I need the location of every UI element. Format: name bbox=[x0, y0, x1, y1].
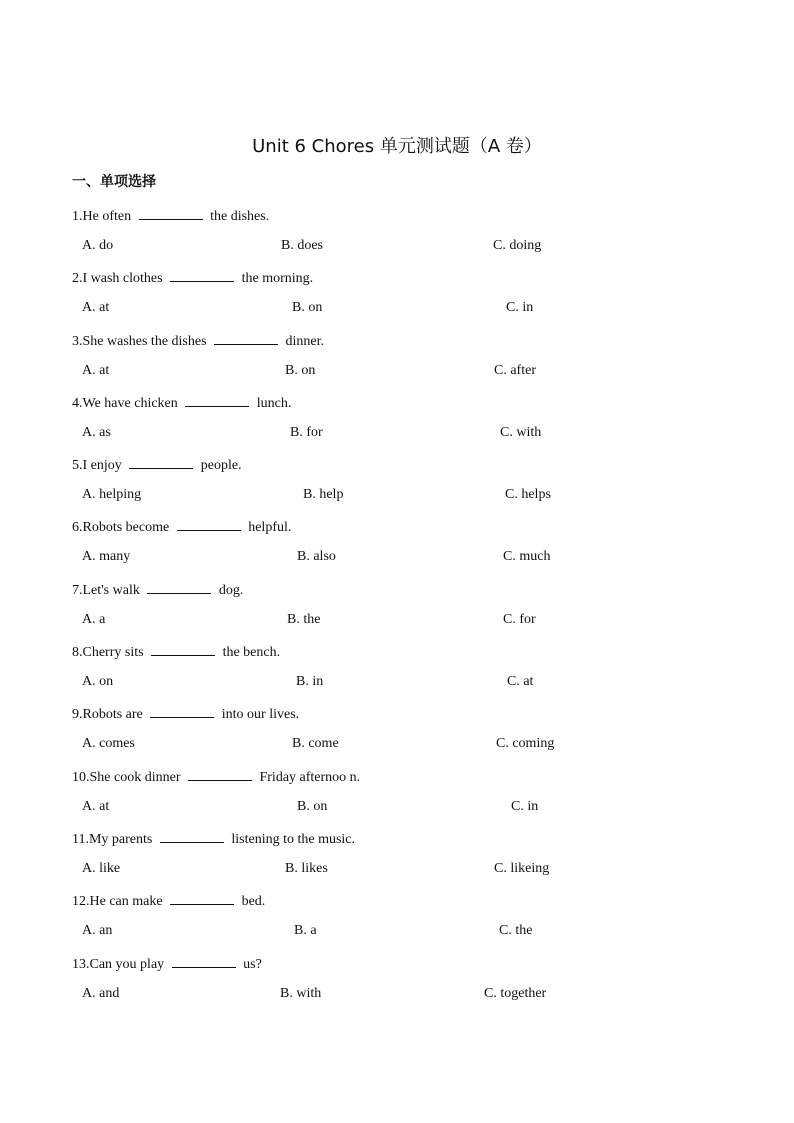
option-a: A. at bbox=[82, 798, 110, 814]
question-item bbox=[0, 828, 794, 890]
question-text-after: lunch. bbox=[253, 395, 292, 411]
option-c: C. doing bbox=[493, 238, 542, 253]
option-a: A. at bbox=[82, 362, 110, 378]
question-stem bbox=[72, 890, 265, 912]
option-b: B. on bbox=[297, 798, 328, 814]
option-a: A. like bbox=[82, 860, 121, 876]
option-b: B. for bbox=[290, 424, 323, 440]
option-a: A. many bbox=[82, 549, 131, 565]
question-stem bbox=[72, 828, 355, 850]
question-text-before: 8.Cherry sits bbox=[72, 645, 148, 661]
question-list bbox=[0, 205, 794, 1015]
question-text-after: dinner. bbox=[282, 333, 325, 349]
question-item bbox=[0, 953, 794, 1015]
question-stem bbox=[72, 330, 324, 352]
question-text-after: Friday afternoo n. bbox=[255, 769, 361, 785]
answer-blank bbox=[172, 953, 236, 968]
question-text-after: people. bbox=[197, 458, 242, 474]
answer-blank bbox=[188, 766, 252, 781]
question-item bbox=[0, 641, 794, 703]
question-text-before: 12.He can make bbox=[72, 894, 167, 910]
option-c: C. coming bbox=[496, 736, 555, 752]
option-a: A. at bbox=[82, 300, 110, 316]
option-b: B. on bbox=[285, 362, 316, 378]
answer-blank bbox=[147, 579, 211, 594]
question-item bbox=[0, 205, 794, 267]
question-text-before: 6.Robots become bbox=[72, 520, 173, 536]
question-item bbox=[0, 579, 794, 641]
option-b: B. likes bbox=[285, 860, 328, 876]
option-b: B. with bbox=[280, 985, 322, 1001]
question-stem bbox=[72, 641, 280, 663]
question-text-before: 5.I enjoy bbox=[72, 458, 126, 474]
option-c: C. together bbox=[484, 985, 547, 1001]
option-a: A. an bbox=[82, 923, 113, 939]
option-a: A. helping bbox=[82, 487, 142, 503]
option-c: C. for bbox=[503, 611, 536, 627]
question-text-after: bed. bbox=[238, 894, 266, 910]
option-a: A. a bbox=[82, 611, 106, 627]
question-stem bbox=[72, 516, 291, 538]
option-c: C. much bbox=[503, 549, 551, 565]
question-item bbox=[0, 267, 794, 329]
answer-blank bbox=[160, 828, 224, 843]
question-text-before: 2.I wash clothes bbox=[72, 271, 167, 287]
answer-blank bbox=[177, 516, 241, 531]
question-item bbox=[0, 890, 794, 952]
question-text-after: helpful. bbox=[244, 520, 292, 536]
question-item bbox=[0, 392, 794, 454]
question-text-after: the dishes. bbox=[206, 209, 270, 224]
answer-blank bbox=[150, 703, 214, 718]
option-b: B. in bbox=[296, 674, 324, 690]
option-c: C. the bbox=[499, 923, 533, 939]
option-b: B. the bbox=[287, 611, 321, 627]
answer-blank bbox=[129, 454, 193, 469]
section-heading: 一、单项选择 bbox=[72, 174, 156, 190]
option-b: B. does bbox=[281, 238, 323, 253]
question-text-before: 7.Let's walk bbox=[72, 582, 144, 598]
option-c: C. in bbox=[506, 300, 534, 316]
question-stem bbox=[72, 392, 291, 414]
question-item bbox=[0, 330, 794, 392]
option-c: C. at bbox=[507, 674, 534, 690]
question-stem bbox=[72, 267, 313, 289]
question-stem bbox=[72, 953, 262, 975]
answer-blank bbox=[151, 641, 215, 656]
question-text-after: into our lives. bbox=[218, 707, 300, 723]
answer-blank bbox=[185, 392, 249, 407]
page-title: Unit 6 Chores 单元测试题（A 卷） bbox=[252, 136, 542, 157]
question-item bbox=[0, 766, 794, 828]
question-item bbox=[0, 454, 794, 516]
question-stem bbox=[72, 205, 269, 227]
question-item bbox=[0, 703, 794, 765]
option-c: C. in bbox=[511, 798, 539, 814]
option-a: A. do bbox=[82, 238, 114, 253]
option-c: C. helps bbox=[505, 487, 551, 503]
question-text-after: the bench. bbox=[219, 645, 281, 661]
question-item bbox=[0, 516, 794, 578]
question-text-after: us? bbox=[239, 956, 262, 972]
option-b: B. help bbox=[303, 487, 344, 503]
option-a: A. on bbox=[82, 674, 114, 690]
answer-blank bbox=[170, 890, 234, 905]
option-a: A. and bbox=[82, 985, 120, 1001]
answer-blank bbox=[139, 205, 203, 220]
question-text-after: dog. bbox=[215, 582, 244, 598]
question-stem bbox=[72, 766, 360, 788]
option-c: C. after bbox=[494, 362, 536, 378]
question-text-before: 10.She cook dinner bbox=[72, 769, 184, 785]
question-text-before: 11.My parents bbox=[72, 831, 156, 847]
option-c: C. likeing bbox=[494, 860, 550, 876]
question-text-before: 13.Can you play bbox=[72, 956, 168, 972]
question-text-before: 4.We have chicken bbox=[72, 395, 182, 411]
option-b: B. a bbox=[294, 923, 317, 939]
option-b: B. on bbox=[292, 300, 323, 316]
answer-blank bbox=[170, 267, 234, 282]
option-a: A. as bbox=[82, 424, 111, 440]
answer-blank bbox=[214, 330, 278, 345]
question-stem bbox=[72, 579, 243, 601]
question-text-before: 1.He often bbox=[72, 209, 135, 224]
option-b: B. also bbox=[297, 549, 336, 565]
question-text-after: listening to the music. bbox=[227, 831, 356, 847]
option-c: C. with bbox=[500, 424, 542, 440]
question-stem bbox=[72, 703, 299, 725]
question-text-before: 9.Robots are bbox=[72, 707, 147, 723]
question-text-before: 3.She washes the dishes bbox=[72, 333, 211, 349]
option-a: A. comes bbox=[82, 736, 135, 752]
question-stem bbox=[72, 454, 242, 476]
option-b: B. come bbox=[292, 736, 339, 752]
question-text-after: the morning. bbox=[238, 271, 314, 287]
